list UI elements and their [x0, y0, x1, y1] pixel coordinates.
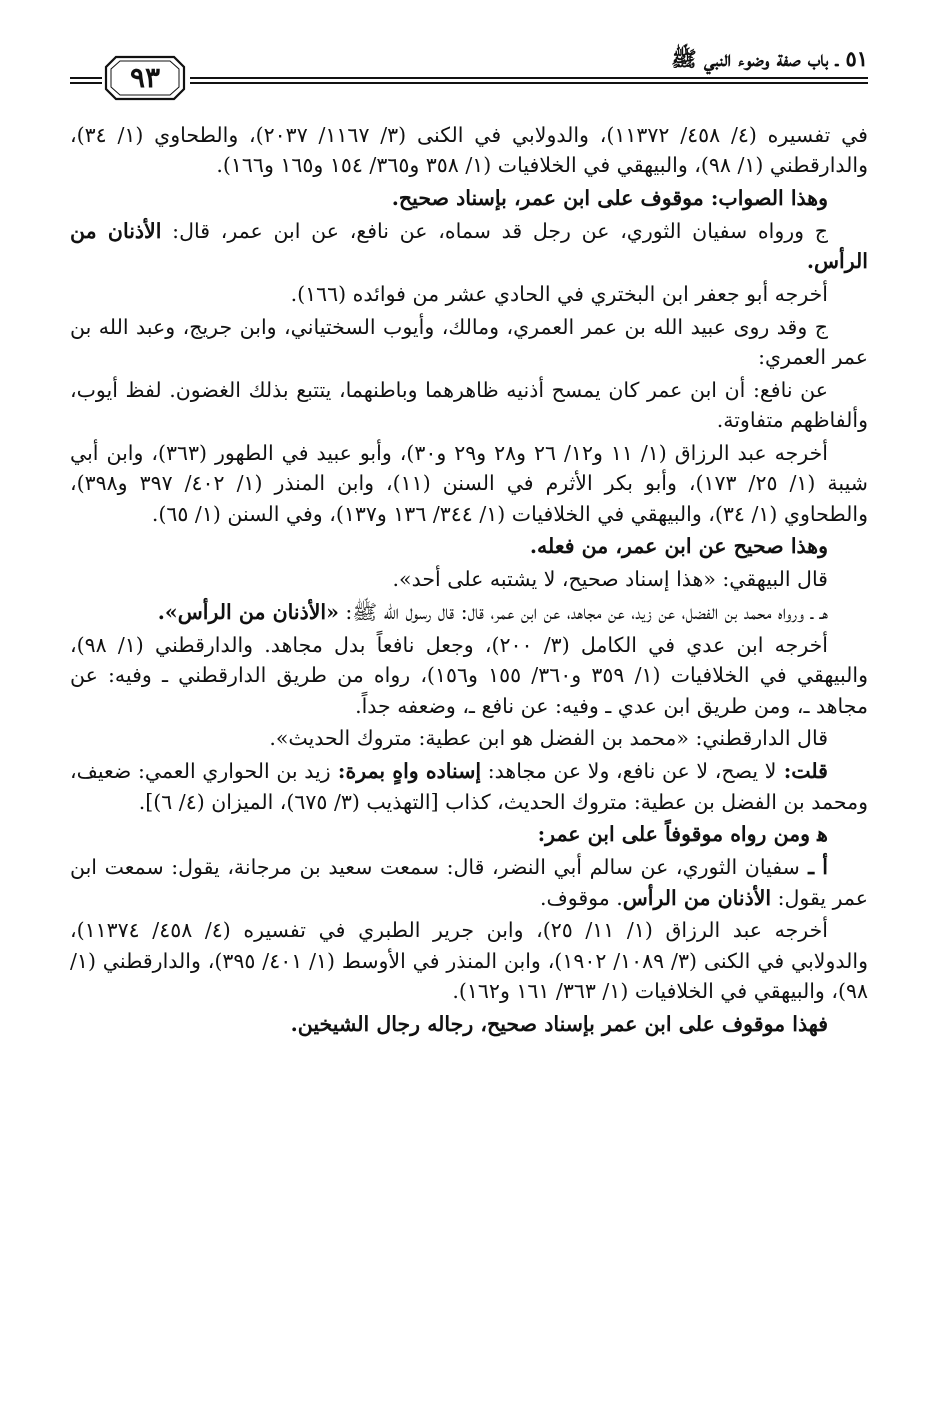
page-body [70, 120, 868, 1042]
header-rule [190, 82, 868, 84]
text-run: قال الدارقطني: «محمد بن الفضل هو ابن عطية: متروك الحديث». [269, 726, 828, 751]
paragraph [70, 312, 868, 372]
paragraph [70, 216, 868, 276]
text-run: قال البيهقي: «هذا إسناد صحيح، لا يشتبه على أحد». [392, 567, 828, 592]
header-rule [70, 82, 102, 84]
page-number: ٩٣ [129, 61, 161, 94]
header-rule [70, 77, 102, 79]
text-run: أخرجه أبو جعفر ابن البختري في الحادي عشر من فوائده (١٦٦). [290, 282, 828, 307]
chapter-title: ٥١ ـ باب صفة وضوء النبي ﷺ [671, 46, 868, 71]
paragraph [70, 597, 868, 627]
text-run: عن نافع: أن ابن عمر كان يمسح أذنيه ظاهرهما وباطنهما، يتتبع بذلك الغضون. لفظ أيوب، وألفاظهم متفاوتة. [70, 378, 868, 433]
bold-text-run: الأذنان من الرأس. [70, 218, 868, 274]
paragraph [70, 723, 868, 753]
text-run: أخرجه ابن عدي في الكامل (٣/ ٢٠٠)، وجعل نافعاً بدل مجاهد. والدارقطني (١/ ٩٨)، والبيهقي في الخلافيات (١/ ٣٥٩ و٣٦٠/ ١٥٥ و١٥٦)، رواه من طريق الدارقطني ـ وفيه: عن مجاهد ـ، ومن طريق ابن عدي ـ وفيه: عن نافع ـ، وضعفه جداً. [70, 633, 868, 718]
paragraph [70, 183, 868, 213]
text-run: سفيان الثوري، عن سالم أبي النضر، قال: سمعت سعيد بن مرجانة، يقول: سمعت ابن عمر يقول: [70, 855, 868, 910]
paragraph [70, 375, 868, 435]
paragraph [70, 819, 868, 849]
paragraph [70, 756, 868, 816]
text-run: لا يصح، لا عن نافع، ولا عن مجاهد: [481, 759, 777, 784]
bold-text-run: وهذا صحيح عن ابن عمر، من فعله. [529, 534, 828, 559]
text-run: أخرجه عبد الرزاق (١/ ١١ و١٢/ ٢٦ و٢٨ و٢٩ و٣٠)، وأبو عبيد في الطهور (٣٦٣)، وابن أبي شيبة (١/ ٢٥/ ١٧٣)، وأبو بكر الأثرم في السنن (١١)، وابن المنذر (١/ ٤٠٢/ ٣٩٧ و٣٩٨)، والطحاوي (١/ ٣٤)، والبيهقي في الخلافيات (١/ ٣٤٤/ ١٣٦ و١٣٧)، وفي السنن (١/ ٦٥). [70, 441, 868, 526]
bold-text-run: إسناده واهٍ بمرة: [330, 759, 482, 784]
text-run: ج ورواه سفيان الثوري، عن رجل قد سماه، عن نافع، عن ابن عمر، قال: [161, 218, 829, 243]
bold-text-run: أ ـ [799, 855, 828, 880]
text-run: في تفسيره (٤/ ٤٥٨/ ١١٣٧٢)، والدولابي في الكنى (٣/ ١١٦٧/ ٢٠٣٧)، والطحاوي (١/ ٣٤)، والدارقطني (١/ ٩٨)، والبيهقي في الخلافيات (١/ ٣٥٨ و٣٦٥/ ١٥٤ و١٦٥ و١٦٦). [70, 123, 868, 178]
bold-text-run: الأذنان من الرأس [622, 885, 772, 910]
paragraph [70, 531, 868, 561]
paragraph [70, 564, 868, 594]
text-run: زيد بن الحواري العمي: ضعيف، ومحمد بن الفضل بن عطية: متروك الحديث، كذاب [التهذيب (٣/ ٦٧٥)، الميزان (٤/ ٦)]. [70, 759, 868, 814]
paragraph [70, 120, 868, 180]
text-run: . موقوف. [539, 885, 623, 910]
text-run: هـ ـ ورواه محمد بن الفضل، عن زيد، عن مجاهد، عن ابن عمر، قال: قال رسول الله ﷺ: [338, 600, 828, 625]
text-run: أخرجه عبد الرزاق (١/ ١١/ ٢٥)، وابن جرير الطبري في تفسيره (٤/ ٤٥٨/ ١١٣٧٤)، والدولابي في الكنى (٣/ ١٠٨٩/ ١٩٠٢)، وابن المنذر في الأوسط (١/ ٤٠١/ ٣٩٥)، والدارقطني (١/ ٩٨)، والبيهقي في الخلافيات (١/ ٣٦٣/ ١٦١ و١٦٢). [70, 918, 868, 1003]
text-run: ج وقد روى عبيد الله بن عمر العمري، ومالك، وأيوب السختياني، وابن جريج، وعبد الله بن عمر العمري: [70, 314, 868, 370]
header-rule [190, 77, 868, 79]
page-header [70, 40, 868, 110]
paragraph [70, 915, 868, 1006]
paragraph [70, 279, 868, 309]
bold-text-run: ﻫ ومن رواه موقوفاً على ابن عمر: [537, 822, 828, 847]
paragraph [70, 438, 868, 529]
paragraph [70, 1009, 868, 1039]
bold-text-run: «الأذنان من الرأس». [157, 600, 339, 625]
bold-text-run: فهذا موقوف على ابن عمر بإسناد صحيح، رجاله رجال الشيخين. [290, 1011, 828, 1036]
paragraph [70, 630, 868, 721]
paragraph [70, 852, 868, 912]
bold-text-run: قلت: [776, 759, 828, 784]
page-number-badge [102, 53, 188, 103]
bold-text-run: وهذا الصواب: موقوف على ابن عمر، بإسناد صحيح. [391, 186, 828, 211]
